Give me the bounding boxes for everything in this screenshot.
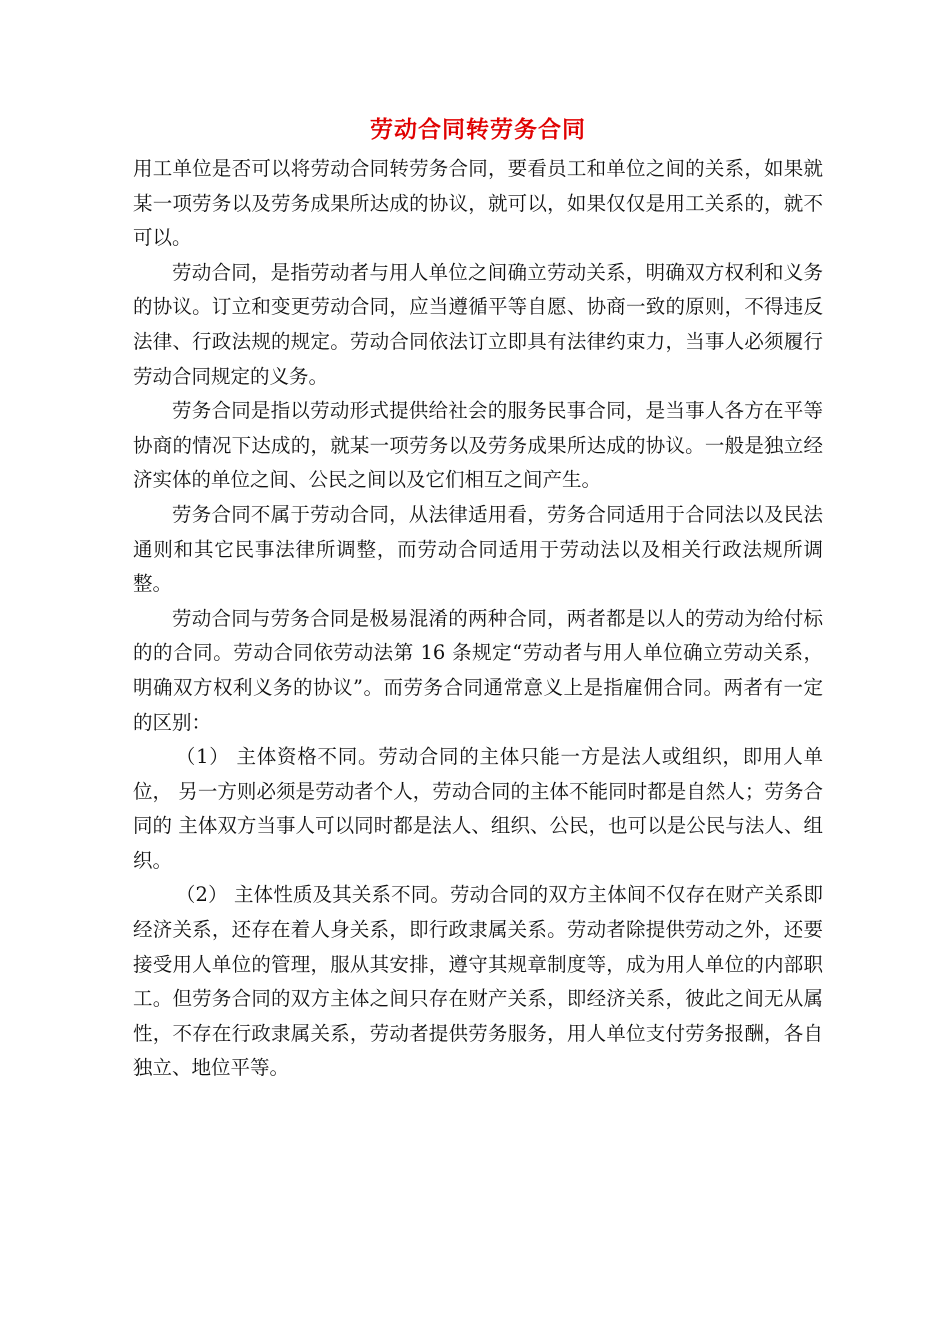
paragraph-legal-application: 劳务合同不属于劳动合同，从法律适用看，劳务合同适用于合同法以及民法通则和其它民事法律所调整，而劳动合同适用于劳动法以及相关行政法规所调整。: [133, 502, 823, 596]
paragraph-difference-2: （2） 主体性质及其关系不同。劳动合同的双方主体间不仅存在财产关系即经济关系，还存在着人身关系，即行政隶属关系。劳动者除提供劳动之外，还要接受用人单位的管理，服从其安排，遵守其规章制度等，成为用人单位的内部职工。但劳务合同的双方主体之间只存在财产关系，即经济关系，彼此之间无从属性，不存在行政隶属关系，劳动者提供劳务服务，用人单位支付劳务报酬，各自独立、地位平等。: [133, 883, 823, 1080]
paragraph-service-contract-definition: 劳务合同是指以劳动形式提供给社会的服务民事合同，是当事人各方在平等协商的情况下达成的，就某一项劳务以及劳务成果所达成的协议。一般是独立经济实体的单位之间、公民之间以及它们相互之间产生。: [133, 399, 823, 492]
paragraph-differences-intro: 劳动合同与劳务合同是极易混淆的两种合同，两者都是以人的劳动为给付标的的合同。劳动合同依劳动法第 16 条规定“劳动者与用人单位确立劳动关系，明确双方权利义务的协议”。而劳务合同通常意义上是指雇佣合同。两者有一定的区别：: [133, 606, 823, 734]
paragraph-intro: 用工单位是否可以将劳动合同转劳务合同，要看员工和单位之间的关系，如果就某一项劳务以及劳务成果所达成的协议，就可以，如果仅仅是用工关系的，就不可以。: [133, 157, 823, 250]
paragraph-difference-1: （1） 主体资格不同。劳动合同的主体只能一方是法人或组织，即用人单位， 另一方则必须是劳动者个人，劳动合同的主体不能同时都是自然人；劳务合同的 主体双方当事人可以同时都是法人、组织、公民，也可以是公民与法人、组织。: [133, 745, 823, 872]
document-page: [133, 108, 823, 1086]
document-title: 劳动合同转劳务合同: [370, 116, 586, 143]
paragraph-labor-contract-definition: 劳动合同，是指劳动者与用人单位之间确立劳动关系，明确双方权利和义务的协议。订立和变更劳动合同，应当遵循平等自愿、协商一致的原则，不得违反法律、行政法规的规定。劳动合同依法订立即具有法律约束力，当事人必须履行劳动合同规定的义务。: [133, 260, 823, 388]
